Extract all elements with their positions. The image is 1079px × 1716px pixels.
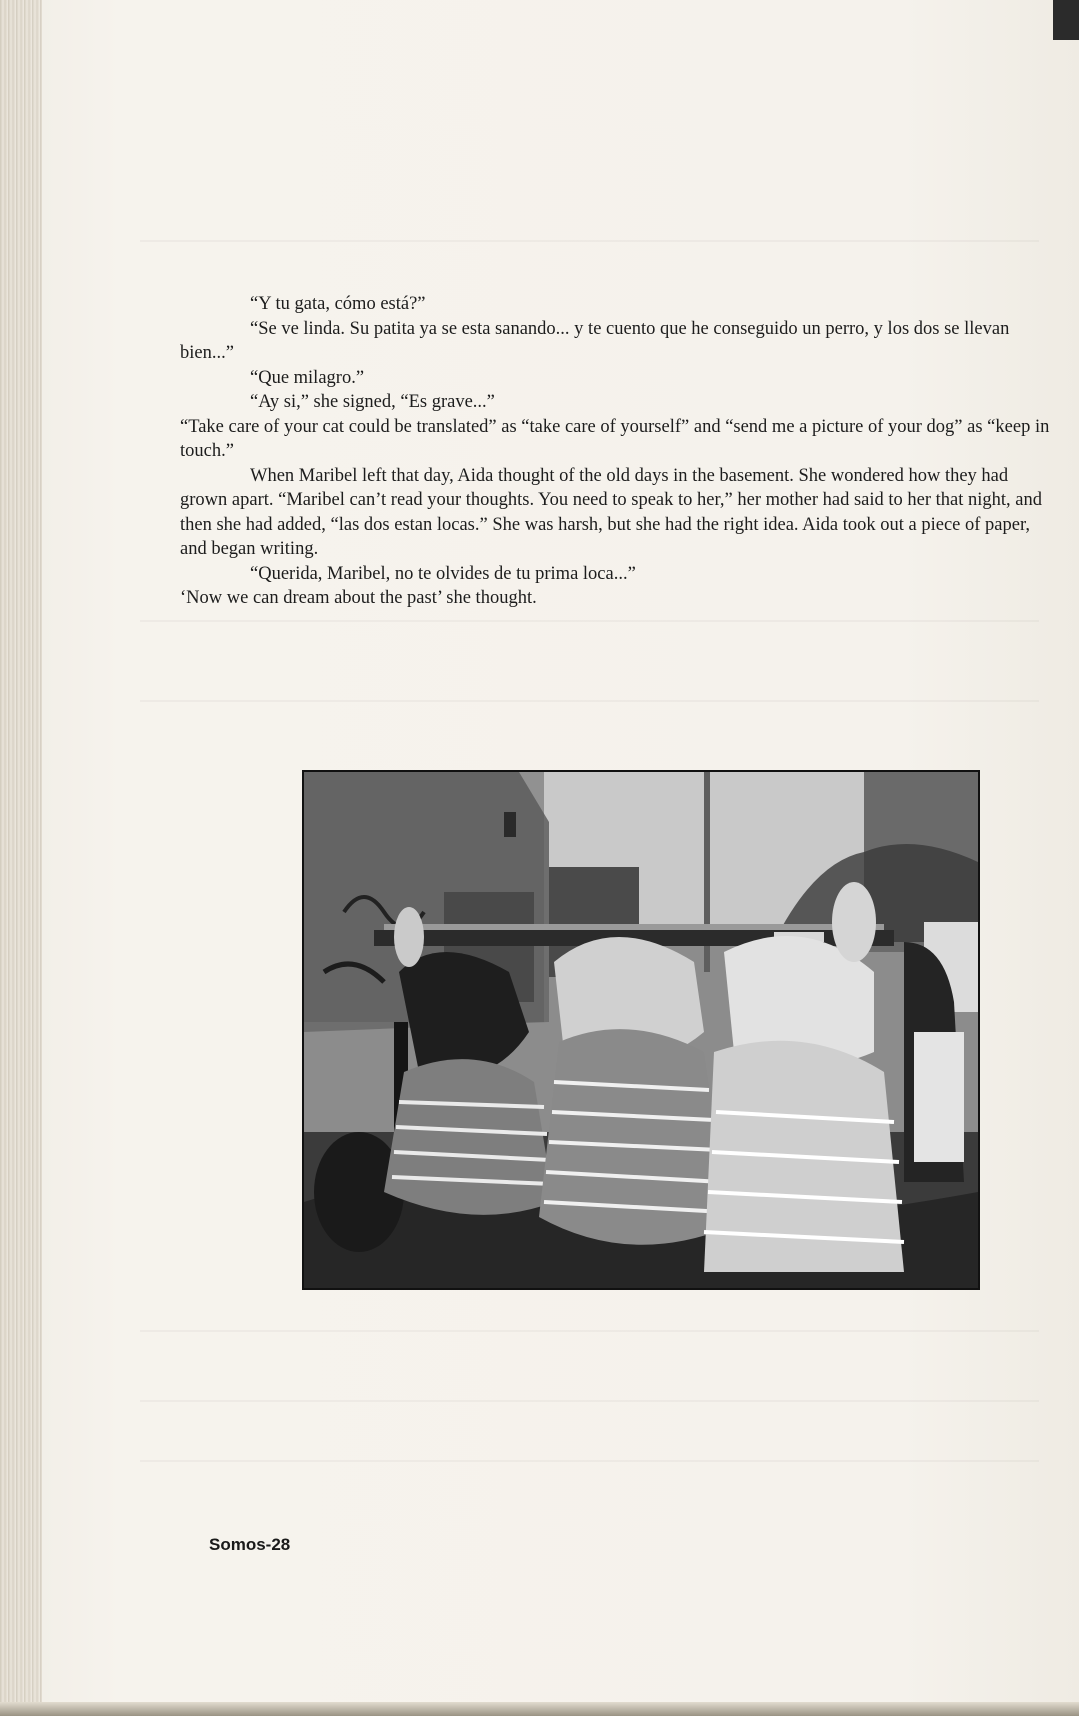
paragraph: “Se ve linda. Su patita ya se esta sanando... y te cuento que he conseguido un perro, y los dos se llevan bien...” <box>180 318 1010 363</box>
procession-photo <box>302 770 980 1290</box>
page-number: Somos-28 <box>209 1535 291 1554</box>
paragraph: “Que milagro.” <box>250 367 365 388</box>
paragraph: ‘Now we can dream about the past’ she thought. <box>180 588 537 608</box>
page-stack-edge <box>0 0 42 1716</box>
paragraph: When Maribel left that day, Aida thought of the old days in the basement. She wondered how they had grown apart. “Maribel can’t read your thoughts. You need to speak to her,” her mother had said to her that night, and then she had added, “las dos estan locas.” She was harsh, but she had the right idea. Aida took out a piece of paper, and began writing. <box>180 465 1043 559</box>
show-through-line <box>140 1460 1039 1462</box>
show-through-line <box>140 240 1039 242</box>
story-text <box>180 292 1060 611</box>
photo-illustration <box>304 772 978 1288</box>
paragraph: “Ay si,” she signed, “Es grave...” <box>250 392 495 412</box>
show-through-line <box>140 1400 1039 1402</box>
page-bottom-edge <box>0 1702 1079 1716</box>
paragraph: “Y tu gata, cómo está?” <box>250 294 426 314</box>
paragraph: “Querida, Maribel, no te olvides de tu prima loca...” <box>250 563 636 584</box>
show-through-line <box>140 620 1039 622</box>
corner-mark <box>1053 0 1079 40</box>
show-through-line <box>140 700 1039 702</box>
paragraph: “Take care of your cat could be translated” as “take care of yourself” and “send me a picture of your dog” as “keep in touch.” <box>180 416 1050 461</box>
show-through-line <box>140 1330 1039 1332</box>
